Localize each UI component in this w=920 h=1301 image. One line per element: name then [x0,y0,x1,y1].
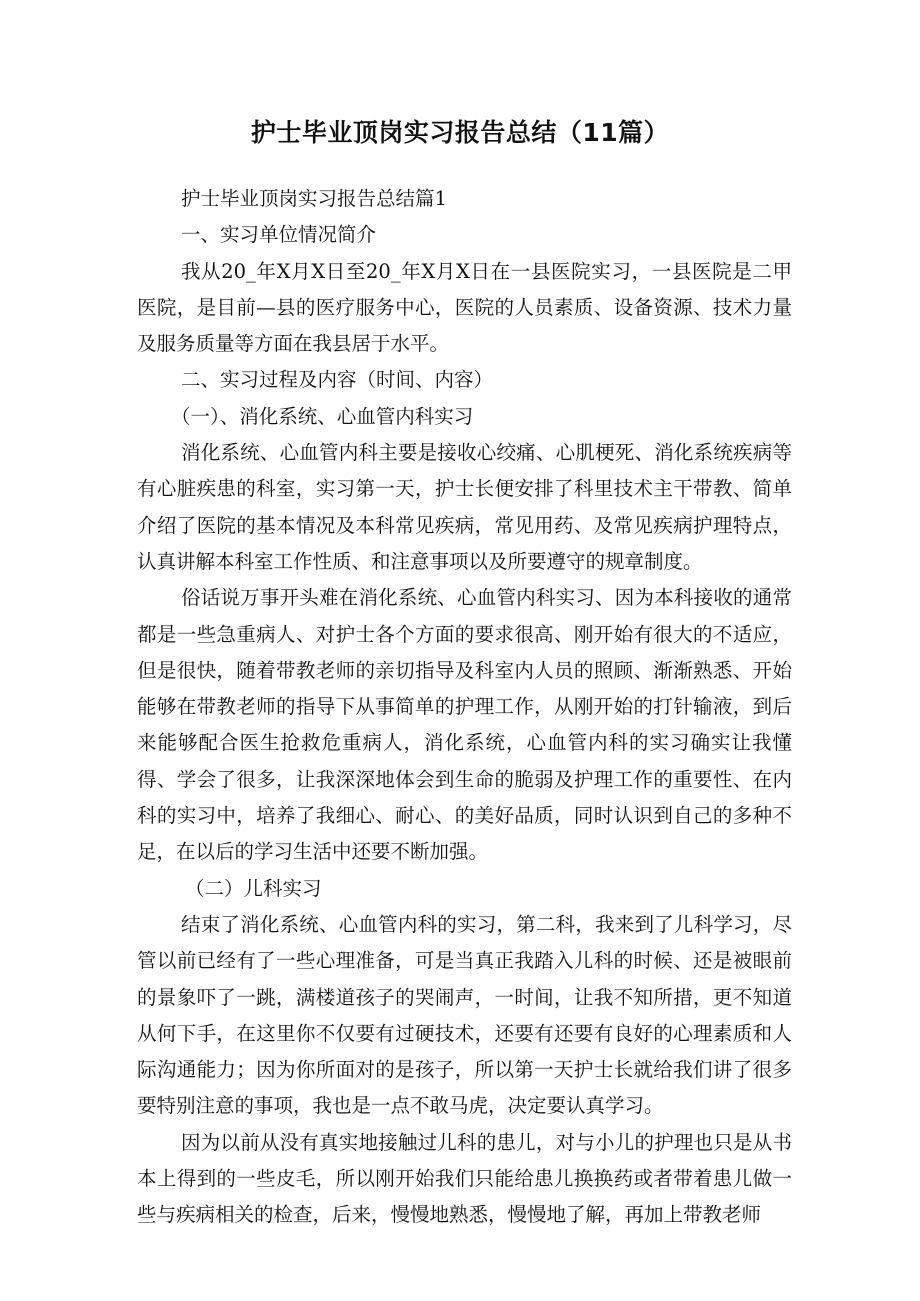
subsection-heading: 二、实习过程及内容（时间、内容） [181,368,494,392]
body-paragraph: 结束了消化系统、心血管内科的实习，第二科，我来到了儿科学习，尽管以前已经有了一些心理准备，可是当真正我踏入儿科的时候、还是被眼前的景象吓了一跳，满楼道孩子的哭闹声，一时间，让我不知所措，更不知道从何下手，在这里你不仅要有过硬技术，还要有还要有良好的心理素质和人际沟通能力；因为你所面对的是孩子，所以第一天护士长就给我们讲了很多要特别注意的事项，我也是一点不敢马虎，决定要认真学习。 [137,912,792,1118]
document-body [137,181,792,1234]
body-paragraph: 因为以前从没有真实地接触过儿科的患儿，对与小儿的护理也只是从书本上得到的一些皮毛，所以刚开始我们只能给患儿换换药或者带着患儿做一些与疾病相关的检查，后来，慢慢地熟悉，慢慢地了解，再加上带教老师 [137,1130,792,1227]
section-heading: 护士毕业顶岗实习报告总结篇1 [181,187,447,210]
body-paragraph: 消化系统、心血管内科主要是接收心绞痛、心肌梗死、消化系统疾病等有心脏疾患的科室，实习第一天，护士长便安排了科里技术主干带教、简单介绍了医院的基本情况及本科常见疾病，常见用药、及常见疾病护理特点，认真讲解本科室工作性质、和注意事项以及所要遵守的规章制度。 [137,441,792,573]
subsection-heading: （一）、消化系统、心血管内科实习 [171,404,474,428]
body-paragraph: 俗话说万事开头难在消化系统、心血管内科实习、因为本科接收的通常都是一些急重病人、对护士各个方面的要求很高、刚开始有很大的不适应，但是很快，随着带教老师的亲切指导及科室内人员的照顾、渐渐熟悉、开始能够在带教老师的指导下从事简单的护理工作，从刚开始的打针输液，到后来能够配合医生抢救危重病人，消化系统，心血管内科的实习确实让我懂得、学会了很多，让我深深地体会到生命的脆弱及护理工作的重要性、在内科的实习中，培养了我细心、耐心、的美好品质，同时认识到自己的多种不足，在以后的学习生活中还要不断加强。 [137,586,792,864]
subsection-heading: 一、实习单位情况简介 [181,223,377,247]
document-title: 护士毕业顶岗实习报告总结（11篇） [250,118,670,147]
subsection-heading: （二）儿科实习 [185,876,322,900]
body-paragraph: 我从20_年X月X日至20_年X月X日在一县医院实习，一县医院是二甲医院，是目前—县的医疗服务中心，医院的人员素质、设备资源、技术力量及服务质量等方面在我县居于水平。 [137,259,792,356]
